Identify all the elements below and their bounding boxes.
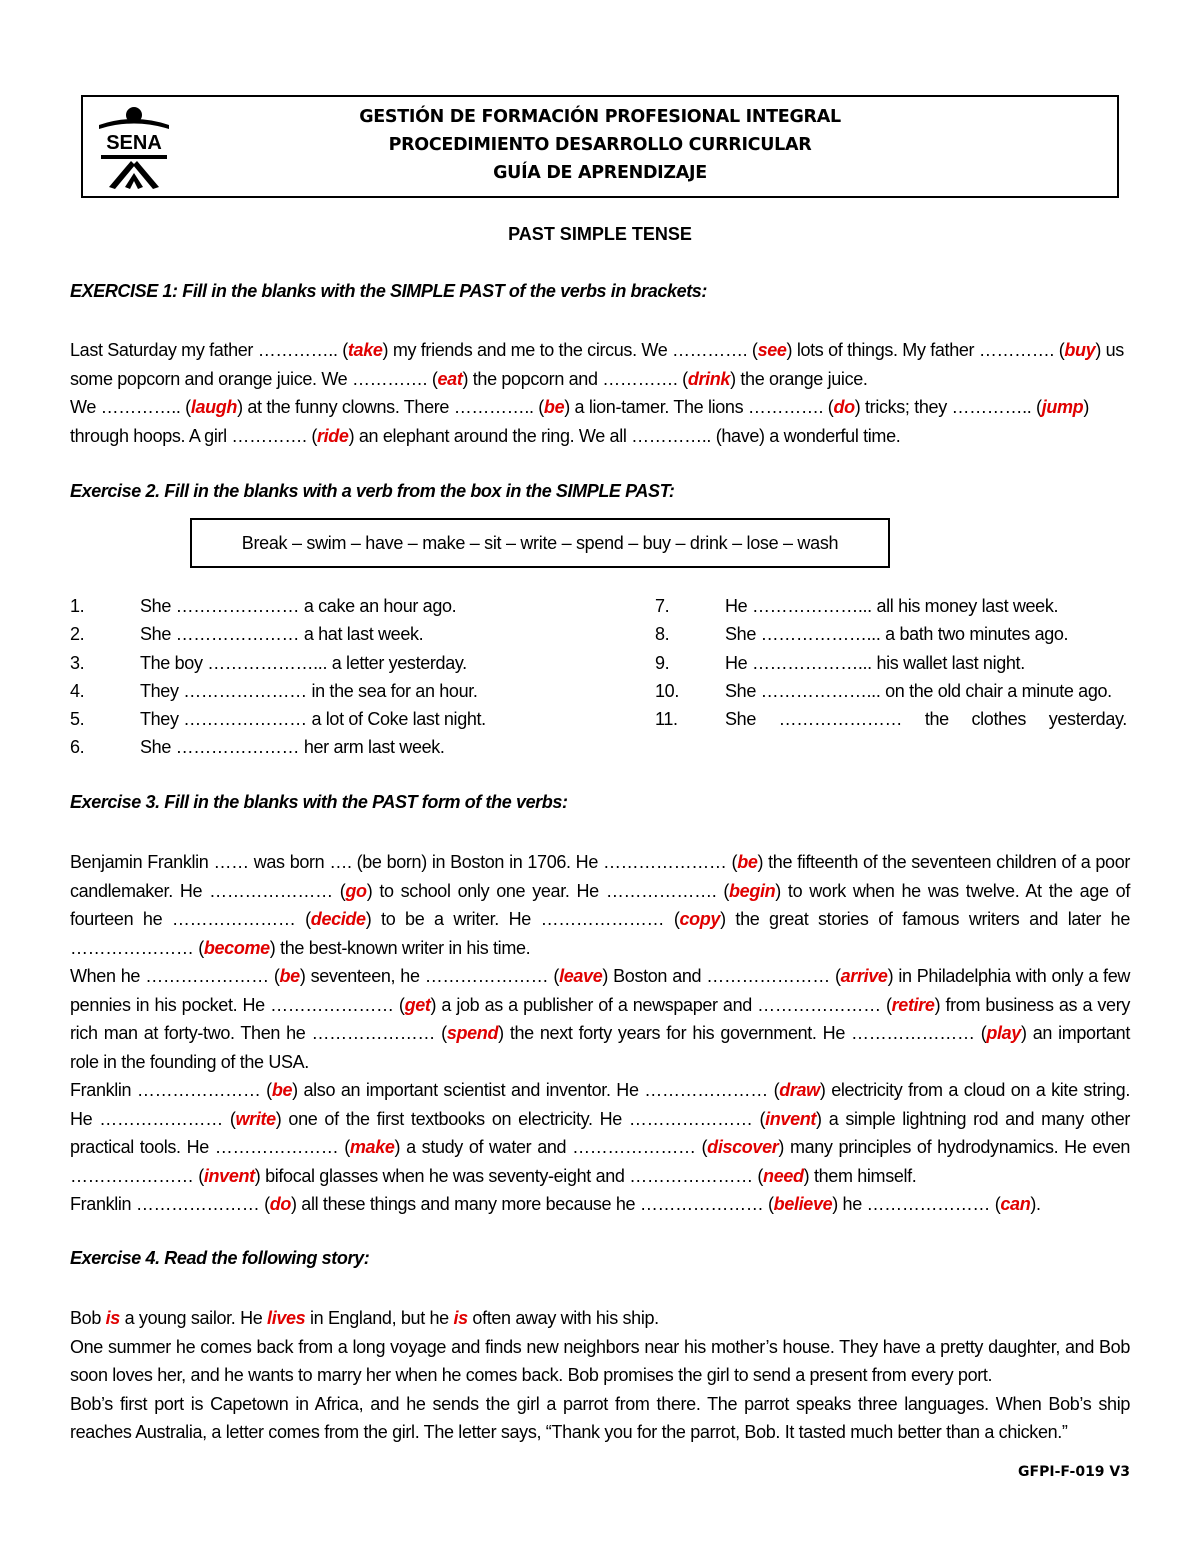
verb-hint: spend: [446, 1023, 499, 1043]
verb-hint: be: [279, 966, 300, 986]
svg-text:SENA: SENA: [106, 132, 162, 154]
verb-hint: buy: [1064, 340, 1096, 360]
verb-hint: invent: [765, 1108, 817, 1129]
verb-hint: drink: [687, 368, 731, 389]
exercise-2-list-right: [655, 592, 1130, 733]
header-line-1: GESTIÓN DE FORMACIÓN PROFESIONAL INTEGRAL: [359, 107, 841, 127]
verb-hint: take: [347, 340, 383, 360]
verb-hint: play: [986, 1023, 1021, 1043]
verb-hint: get: [404, 994, 431, 1015]
verb-hint: lives: [267, 1308, 306, 1328]
list-item: 8. She ………………... a bath two minutes ago.: [655, 624, 1069, 645]
list-item: 4. They ………………… in the sea for an hour.: [70, 680, 478, 701]
list-item: 7. He ………………... all his money last week.: [655, 596, 1059, 616]
verb-hint: do: [833, 397, 855, 417]
exercise-3-heading: Exercise 3. Fill in the blanks with the PAST form of the verbs:: [70, 792, 568, 812]
verb-hint: jump: [1041, 397, 1084, 417]
verb-hint: is: [453, 1308, 468, 1328]
verb-hint: believe: [773, 1194, 833, 1214]
verb-hint: leave: [559, 966, 603, 986]
verb-hint: need: [763, 1165, 804, 1186]
list-item: 9. He ………………... his wallet last night.: [655, 652, 1025, 673]
exercise-2-heading: Exercise 2. Fill in the blanks with a verb from the box in the SIMPLE PAST:: [70, 481, 675, 501]
page-title: PAST SIMPLE TENSE: [508, 224, 692, 244]
verb-hint: do: [269, 1194, 292, 1214]
verb-hint: be: [737, 852, 758, 872]
verb-hint: can: [1000, 1194, 1031, 1214]
verb-hint: copy: [679, 909, 721, 929]
verb-hint: eat: [437, 368, 463, 389]
verb-hint: discover: [707, 1137, 779, 1157]
list-item: 10. She ………………... on the old chair a minute ago.: [655, 680, 1112, 701]
verb-hint: decide: [310, 909, 366, 929]
exercise-2-list-left: [70, 592, 590, 762]
header-line-2: PROCEDIMIENTO DESARROLLO CURRICULAR: [388, 135, 812, 155]
list-item: 2. She ………………… a hat last week.: [70, 624, 424, 645]
header-line-3: GUÍA DE APRENDIZAJE: [493, 163, 707, 183]
verb-box: Break – swim – have – make – sit – write – spend – buy – drink – lose – wash: [190, 518, 890, 568]
exercise-1-text: Last Saturday my father ………….. (take) my friends and me to the circus. We …………. (see) lots of things. My father …………. (buy) us some popcorn and orange juice. We …………. (eat) the popcorn and …………. (drink) the orange juice. We ………….. (laugh) at the funny clowns. There ………….. (be) a lion-tamer. The lions …………. (do) tricks; they ………….. (jump) through hoops. A girl …………. (ride) an elephant around the ring. We all ………….. (have) a wonderful time.: [70, 340, 1124, 446]
verb-hint: is: [105, 1308, 120, 1328]
verb-hint: arrive: [840, 966, 888, 986]
verb-hint: invent: [203, 1165, 255, 1186]
list-item: 3. The boy ………………... a letter yesterday.: [70, 652, 467, 673]
verb-hint: be: [271, 1080, 293, 1100]
verb-hint: write: [235, 1108, 276, 1129]
exercise-1-heading: EXERCISE 1: Fill in the blanks with the SIMPLE PAST of the verbs in brackets:: [70, 281, 707, 301]
verb-hint: become: [203, 937, 270, 958]
verb-hint: go: [345, 880, 367, 901]
list-item: 11. She ………………… the clothes yesterday.: [655, 709, 1127, 730]
exercise-4-heading: Exercise 4. Read the following story:: [70, 1248, 370, 1268]
verb-hint: see: [757, 340, 787, 360]
verb-hint: ride: [316, 425, 349, 446]
list-item: 1. She ………………… a cake an hour ago.: [70, 596, 457, 616]
form-code: GFPI-F-019 V3: [1018, 1464, 1130, 1480]
exercise-3-text: Benjamin Franklin …… was born …. (be born) in Boston in 1706. He ………………… (be) the fifteenth of the seventeen children of a poor candlemaker. He ………………… (go) to school only one year. He ………………. (begin) to work when he was twelve. At the age of fourteen he ………………… (decide) to be a writer. He ………………… (copy) the great stories of famous writers and later he ………………… (become) the best-known writer in his time. When he ………………… (be) seventeen, he ………………… (leave) Boston and ………………… (arrive) in Philadelphia with only a few pennies in his pocket. He ………………… (get) a job as a publisher of a newspaper and ………………… (retire) from business as a very rich man at forty-two. Then he ………………… (spend) the next forty years for his government. He ………………… (play) an important role in the founding of the USA. Franklin ………………… (be) also an important scientist and inventor. He ………………… (draw) electricity from a cloud on a kite string. He ………………… (write) one of the first textbooks on electricity. He ………………… (invent) a simple lightning rod and many other practical tools. He ………………… (make) a study of water and ………………… (discover) many principles of hydrodynamics. He even ………………… (invent) bifocal glasses when he was seventy-eight and ………………… (need) them himself. Franklin ………………… (do) all these things and many more because he ………………… (believe) he ………………… (can).: [70, 852, 1131, 1214]
list-item: 5. They ………………… a lot of Coke last night.: [70, 709, 486, 730]
exercise-4-text: Bob is a young sailor. He lives in England, but he is often away with his ship. One summer he comes back from a long voyage and finds new neighbors near his mother’s house. They have a pretty daughter, and Bob soon loves her, and he wants to marry her when he comes back. Bob promises the girl to send a present from every port. Bob’s first port is Capetown in Africa, and he sends the girl a parrot from there. The parrot speaks three languages. When Bob’s ship reaches Australia, a letter comes from the girl. The letter says, “Thank you for the parrot, Bob. It tasted much better than a chicken.”: [70, 1308, 1130, 1442]
verb-hint: laugh: [190, 397, 238, 417]
verb-hint: begin: [729, 880, 776, 901]
verb-hint: draw: [779, 1080, 820, 1100]
verb-hint: retire: [891, 994, 935, 1015]
verb-hint: make: [349, 1137, 395, 1157]
document-header: [81, 95, 1119, 198]
list-item: 6. She ………………… her arm last week.: [70, 737, 445, 758]
verb-hint: be: [543, 397, 565, 417]
